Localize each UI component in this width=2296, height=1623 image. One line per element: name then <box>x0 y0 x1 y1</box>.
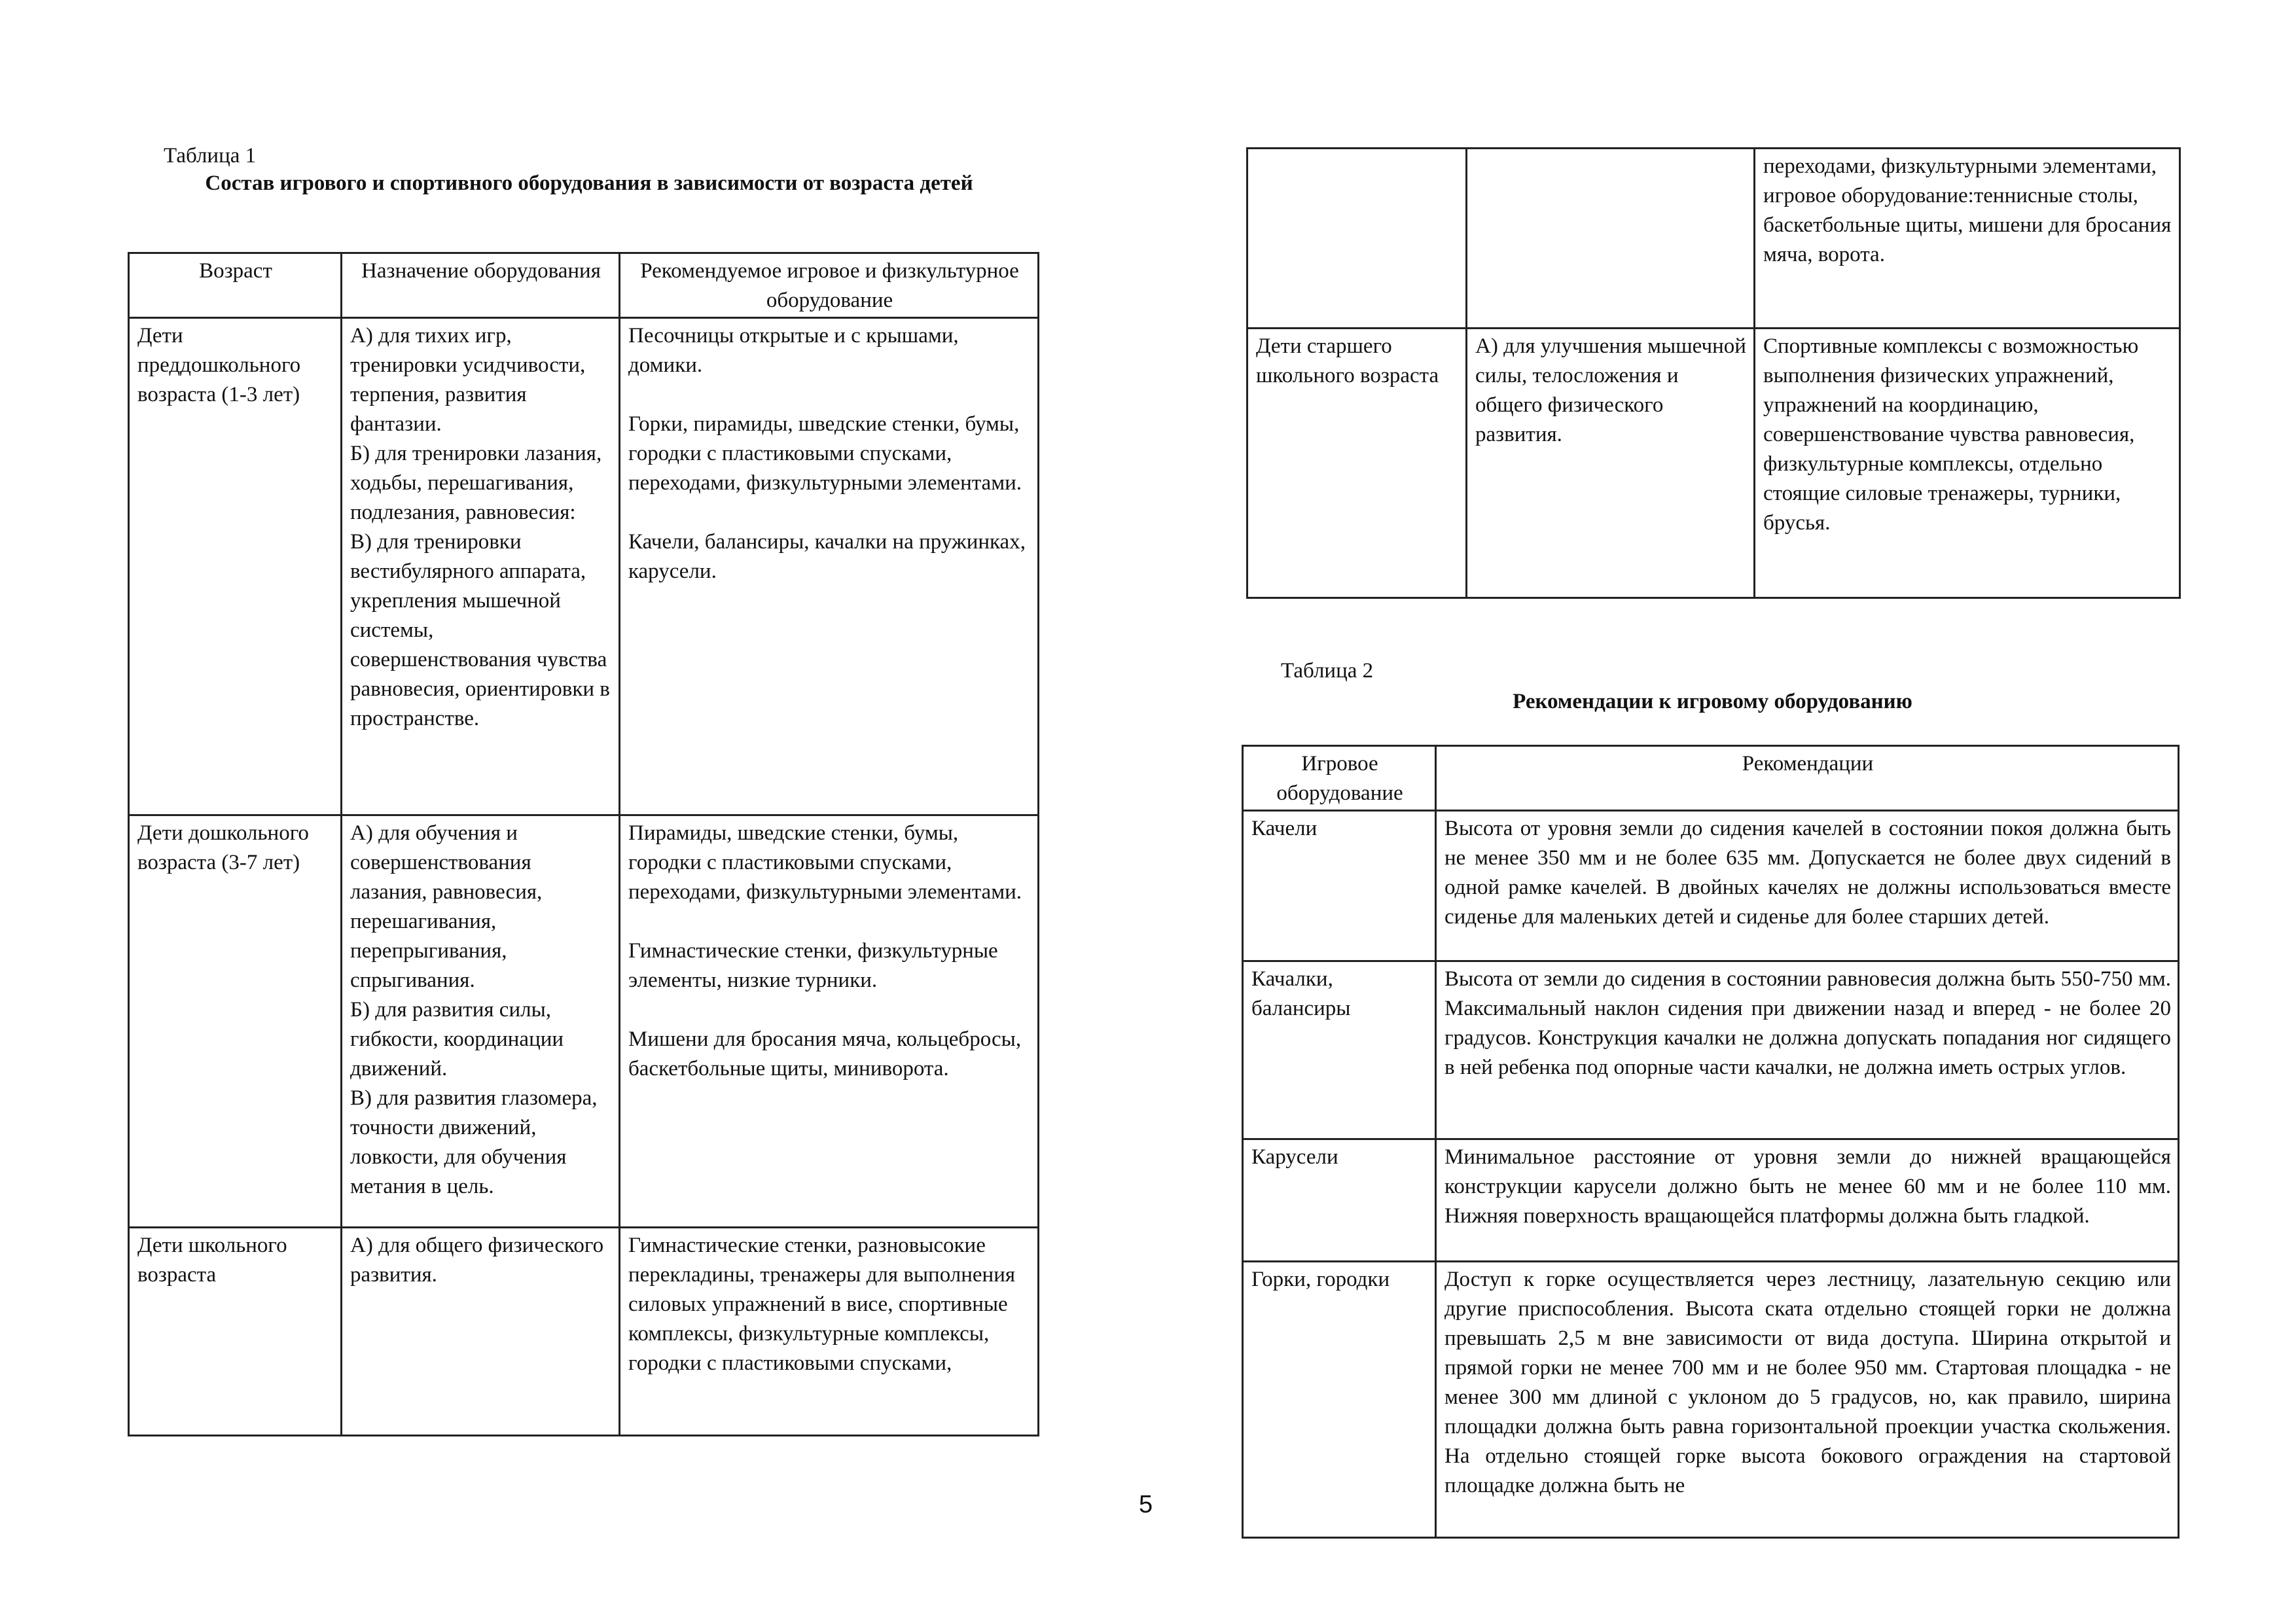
table2-row-item: Качели <box>1243 811 1436 961</box>
table1-row-purpose <box>342 318 620 815</box>
purpose-b: Б) для тренировки лазания, ходьбы, перешагивания, подлезания, равновесия: <box>350 442 602 524</box>
purpose-b: Б) для развития силы, гибкости, координации движений. <box>350 998 564 1080</box>
table1-continuation <box>1246 147 2181 599</box>
table1-header-equipment: Рекомендуемое игровое и физкультурное оборудование <box>620 253 1039 318</box>
table2-row-slides <box>1243 1262 2179 1538</box>
table1-row-purpose: А) для улучшения мышечной силы, телосложения и общего физического развития. <box>1467 329 1755 598</box>
page-number: 5 <box>1139 1491 1153 1518</box>
table1-row-equipment: Гимнастические стенки, разновысокие перекладины, тренажеры для выполнения силовых упражнений в висе, спортивные комплексы, физкультурные комплексы, городки с пластиковыми спусками, <box>620 1228 1039 1436</box>
equipment-b: Гимнастические стенки, физкультурные элементы, низкие турники. <box>628 939 998 992</box>
purpose-a: А) для обучения и совершенствования лазания, равновесия, перешагивания, перепрыгивания, спрыгивания. <box>350 821 543 992</box>
table1-row-equipment <box>620 318 1039 815</box>
purpose-a: А) для тихих игр, тренировки усидчивости, терпения, развития фантазии. <box>350 324 586 436</box>
table1-continued-purpose <box>1467 149 1755 329</box>
table1-row-age: Дети школьного возраста <box>129 1228 342 1436</box>
table2-row-text: Минимальное расстояние от уровня земли до нижней вращающейся конструкции карусели должно быть не менее 60 мм и не более 110 мм. Нижняя поверхность вращающейся платформы должна быть гладкой. <box>1436 1139 2179 1262</box>
table1-header-age: Возраст <box>129 253 342 318</box>
table1-header-purpose: Назначение оборудования <box>342 253 620 318</box>
table2-header-row <box>1243 746 2179 811</box>
table1-label: Таблица 1 <box>164 144 257 168</box>
table1-continued-equipment: переходами, физкультурными элементами, игровое оборудование:теннисные столы, баскетбольные щиты, мишени для бросания мяча, ворота. <box>1755 149 2180 329</box>
table2-row-text: Высота от уровня земли до сидения качелей в состоянии покоя должна быть не менее 350 мм и не более 635 мм. Допускается не более двух сидений в одной рамке качелей. В двойных качелях не должны использоваться вместе сиденье для маленьких детей и сиденье для более старших детей. <box>1436 811 2179 961</box>
equipment-b: Горки, пирамиды, шведские стенки, бумы, городки с пластиковыми спусками, переходами, физкультурными элементами. <box>628 412 1022 495</box>
table1-row-age: Дети старшего школьного возраста <box>1247 329 1467 598</box>
table2-row-text: Доступ к горке осуществляется через лестницу, лазательную секцию или другие приспособления. Высота ската отдельно стоящей горки не должна превышать 2,5 м вне зависимости от вида доступа. Ширина открытой и прямой горки не менее 700 мм и не более 950 мм. Стартовая площадка - не менее 300 мм длиной с уклоном до 5 градусов, но, как правило, ширина площадки должна быть равна горизонтальной проекции участка скольжения. На отдельно стоящей горке высота бокового ограждения на стартовой площадке должна быть не <box>1436 1262 2179 1538</box>
purpose-c: В) для развития глазомера, точности движений, ловкости, для обучения метания в цель. <box>350 1086 598 1198</box>
table1-row-senior <box>1247 329 2180 598</box>
table1-row-equipment: Спортивные комплексы с возможностью выполнения физических упражнений, упражнений на координацию, совершенствование чувства равновесия, физкультурные комплексы, отдельно стоящие силовые тренажеры, турники, брусья. <box>1755 329 2180 598</box>
table1-continued-age <box>1247 149 1467 329</box>
equipment-a: Пирамиды, шведские стенки, бумы, городки с пластиковыми спусками, переходами, физкультурными элементами. <box>628 821 1022 904</box>
table1-row-preschool <box>129 815 1039 1228</box>
table1 <box>128 252 1039 1436</box>
equipment-a: Песочницы открытые и с крышами, домики. <box>628 324 959 377</box>
table2-row-carousels <box>1243 1139 2179 1262</box>
table2-row-item: Карусели <box>1243 1139 1436 1262</box>
table1-row-school <box>129 1228 1039 1436</box>
table1-row-age: Дети преддошкольного возраста (1-3 лет) <box>129 318 342 815</box>
table2-row-item: Качалки, балансиры <box>1243 961 1436 1139</box>
equipment-c: Качели, балансиры, качалки на пружинках, карусели. <box>628 530 1026 583</box>
table2-header-item: Игровое оборудование <box>1243 746 1436 811</box>
table2-row-rockers <box>1243 961 2179 1139</box>
table2-row-swings <box>1243 811 2179 961</box>
table1-row-age: Дети дошкольного возраста (3-7 лет) <box>129 815 342 1228</box>
table1-row-purpose: А) для общего физического развития. <box>342 1228 620 1436</box>
table1-row-purpose <box>342 815 620 1228</box>
table1-header-row <box>129 253 1039 318</box>
purpose-c: В) для тренировки вестибулярного аппарата, укрепления мышечной системы, совершенствования чувства равновесия, ориентировки в пространстве. <box>350 530 610 730</box>
table1-row-preschool-early <box>129 318 1039 815</box>
table2-label: Таблица 2 <box>1281 659 1374 683</box>
table2-header-recommendations: Рекомендации <box>1436 746 2179 811</box>
right-page <box>1148 0 2296 1623</box>
table2-row-text: Высота от земли до сидения в состоянии равновесия должна быть 550-750 мм. Максимальный наклон сидения при движении назад и вперед - не более 20 градусов. Конструкция качалки не должна допускать попадания ног сидящего в ней ребенка под опорные части качалки, не должна иметь острых углов. <box>1436 961 2179 1139</box>
table2-title: Рекомендации к игровому оборудованию <box>1513 690 1912 713</box>
table2-row-item: Горки, городки <box>1243 1262 1436 1538</box>
table1-continued-row <box>1247 149 2180 329</box>
table1-title: Состав игрового и спортивного оборудования в зависимости от возраста детей <box>205 171 973 195</box>
equipment-c: Мишени для бросания мяча, кольцебросы, баскетбольные щиты, миниворота. <box>628 1027 1022 1080</box>
table2 <box>1242 745 2179 1539</box>
table1-row-equipment <box>620 815 1039 1228</box>
